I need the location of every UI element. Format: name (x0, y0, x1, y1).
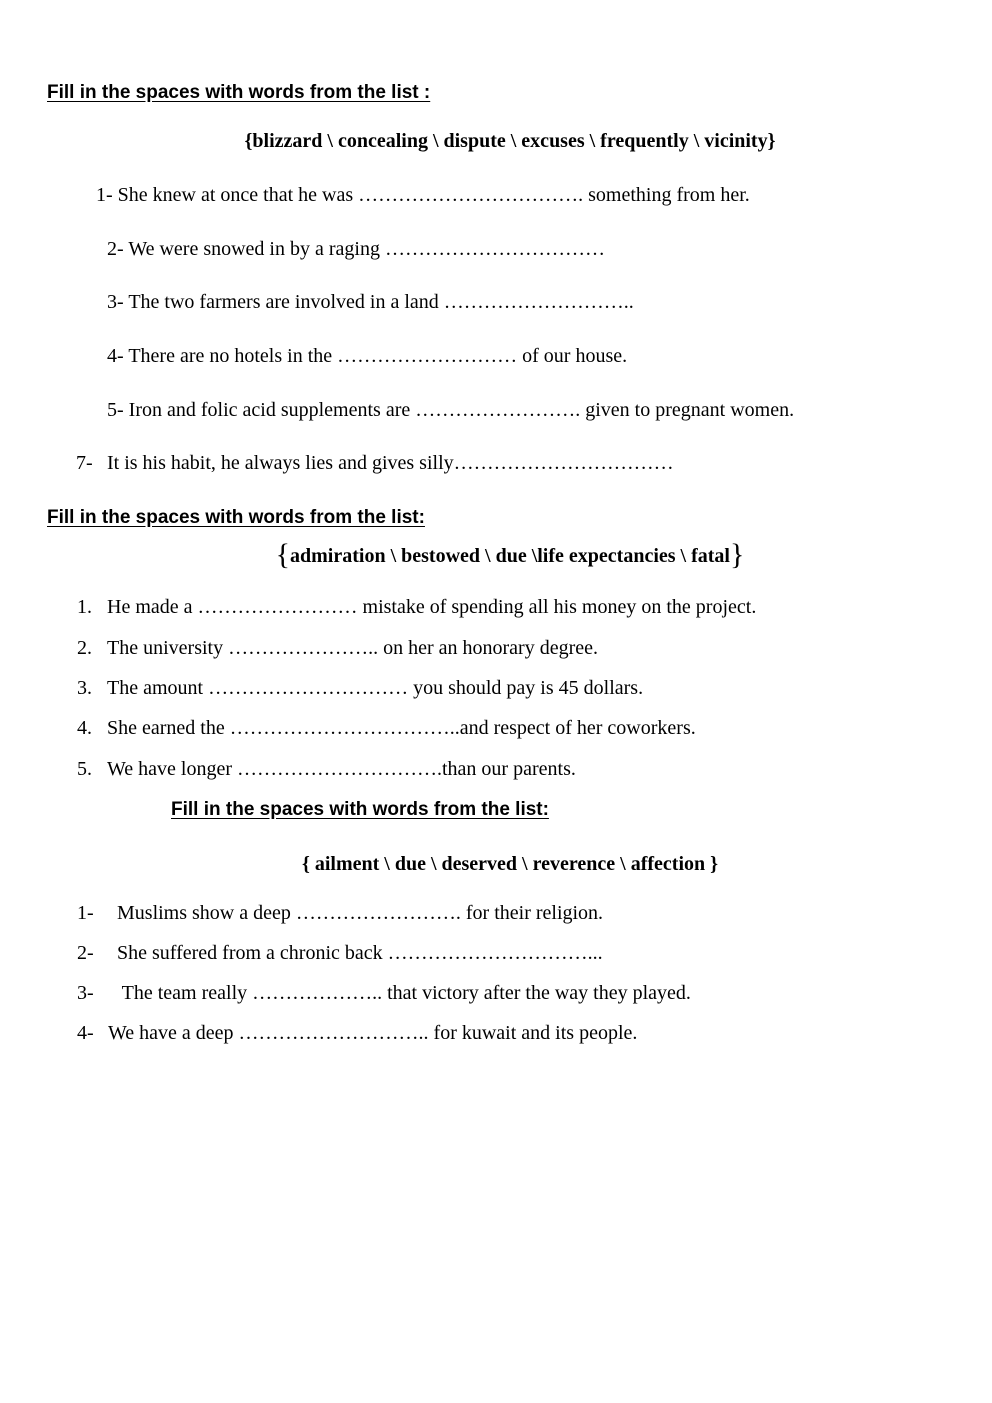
item-text: Iron and folic acid supplements are ……………………. given to pregnant women. (128, 399, 795, 421)
item-number: 2- (107, 238, 124, 260)
item-text: She suffered from a chronic back …………………………... (117, 942, 603, 964)
item-text: The amount ………………………… you should pay is 45 dollars. (107, 677, 644, 699)
section2-heading: Fill in the spaces with words from the list: (47, 507, 425, 528)
section1-item-4 (107, 345, 627, 368)
item-number: 1- (77, 902, 94, 924)
section3-item-3 (77, 982, 691, 1005)
item-text: She earned the ……………………………..and respect of her coworkers. (107, 717, 696, 739)
item-number: 3- (77, 982, 94, 1004)
section3-word-list: { ailment \ due \ deserved \ reverence \ affection } (301, 853, 719, 875)
section2-item-2 (77, 637, 598, 660)
section1-heading: Fill in the spaces with words from the list : (47, 82, 431, 103)
item-number: 1. (77, 596, 92, 618)
section2-item-5 (77, 758, 576, 781)
section1-item-5 (107, 399, 794, 422)
item-text: Muslims show a deep ……………………. for their religion. (117, 902, 604, 924)
item-number: 7- (76, 452, 93, 474)
section3-item-1 (77, 902, 603, 925)
item-text: We have longer ………………………….than our parents. (107, 758, 576, 780)
close-brace: } (729, 538, 745, 571)
item-text: There are no hotels in the ……………………… of our house. (128, 345, 628, 367)
item-text: The team really ……………….. that victory after the way they played. (117, 982, 691, 1004)
word-list-text: admiration \ bestowed \ due \life expectancies \ fatal (290, 545, 730, 567)
section1-item-3 (107, 291, 634, 314)
section3-item-2 (77, 942, 603, 965)
item-number: 4. (77, 717, 92, 739)
item-number: 4- (107, 345, 124, 367)
item-number: 4- (77, 1022, 94, 1044)
item-text: We have a deep ……………………….. for kuwait and its people. (108, 1022, 638, 1044)
item-text: The two farmers are involved in a land ……………………….. (128, 291, 634, 313)
section3-heading: Fill in the spaces with words from the list: (171, 799, 549, 820)
item-number: 5. (77, 758, 92, 780)
item-number: 3- (107, 291, 124, 313)
section1-word-list: {blizzard \ concealing \ dispute \ excuses \ frequently \ vicinity} (244, 130, 776, 152)
section1-item-7 (76, 452, 674, 475)
item-number: 5- (107, 399, 124, 421)
item-text: She knew at once that he was ……………………………. something from her. (117, 184, 750, 206)
item-text: It is his habit, he always lies and gives silly…………………………… (107, 452, 674, 474)
item-number: 3. (77, 677, 92, 699)
section2-item-4 (77, 717, 696, 740)
item-number: 2. (77, 637, 92, 659)
item-number: 1- (96, 184, 113, 206)
item-text: We were snowed in by a raging …………………………… (128, 238, 605, 260)
section2-item-3 (77, 677, 643, 700)
open-brace: { (275, 538, 291, 571)
section3-item-4 (77, 1022, 637, 1045)
section2-word-list (0, 536, 992, 570)
item-number: 2- (77, 942, 94, 964)
item-text: The university ………………….. on her an honorary degree. (107, 637, 598, 659)
item-text: He made a …………………… mistake of spending all his money on the project. (107, 596, 757, 618)
section1-item-1 (96, 184, 750, 207)
section2-item-1 (77, 596, 756, 619)
section1-item-2 (107, 238, 605, 261)
